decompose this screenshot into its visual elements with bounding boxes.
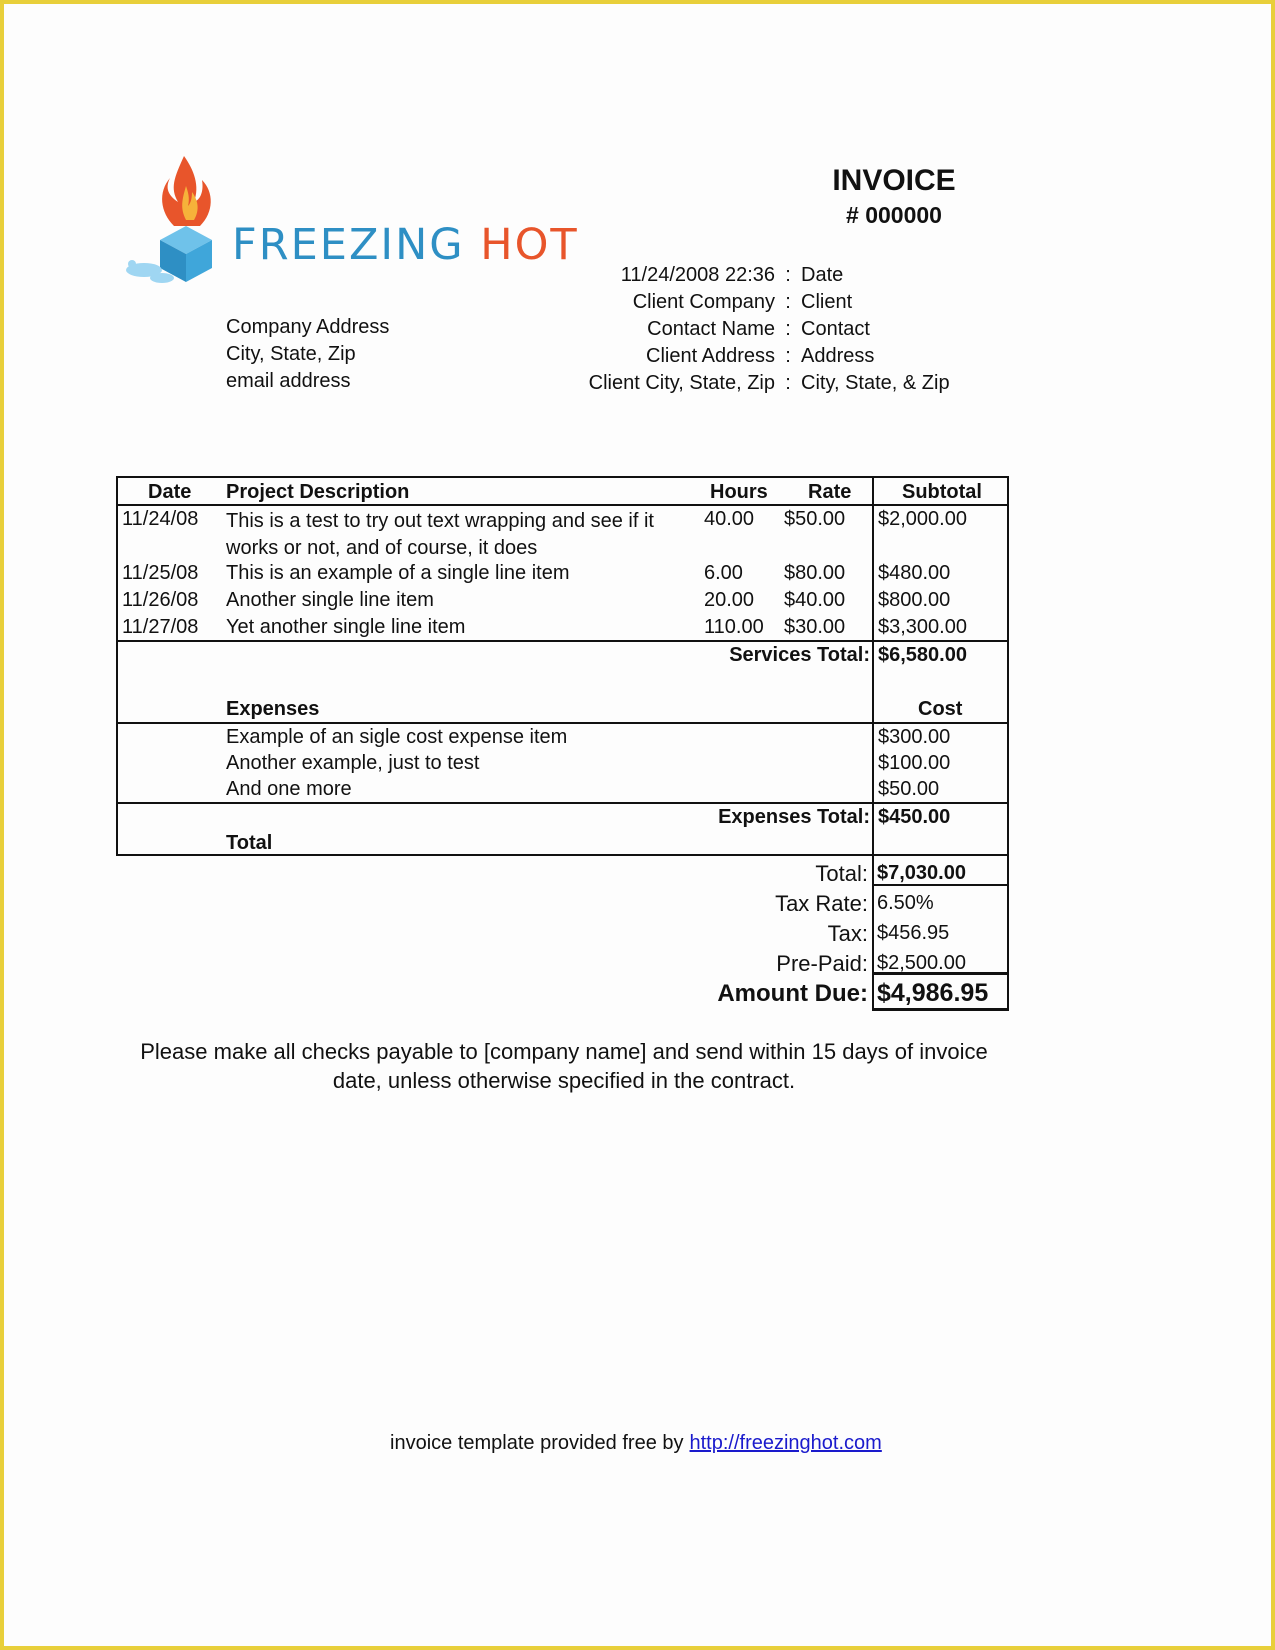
- row-description: Another single line item: [226, 589, 434, 611]
- logo-word-hot: HOT: [480, 220, 579, 270]
- totals-border: [872, 1008, 1009, 1011]
- expenses-total-value: $450.00: [878, 806, 951, 828]
- footer: [390, 1432, 882, 1455]
- row-subtotal: $480.00: [878, 562, 951, 584]
- company-address: Company Address: [226, 316, 390, 338]
- prepaid-label: Pre-Paid:: [776, 951, 868, 976]
- services-total-value: $6,580.00: [878, 644, 967, 666]
- company-address-block: [226, 314, 389, 395]
- company-logo: [122, 156, 592, 306]
- expenses-total-label: Expenses Total:: [718, 806, 870, 828]
- meta-label: Client Address: [646, 345, 775, 367]
- header-date: Date: [148, 481, 192, 503]
- expenses-header: Expenses: [226, 698, 320, 720]
- meta-separator: :: [785, 318, 791, 340]
- row-date: 11/25/08: [122, 562, 199, 584]
- row-hours: 40.00: [704, 508, 755, 530]
- expense-description: Another example, just to test: [226, 752, 480, 774]
- row-description: This is a test to try out text wrapping and see if it works or not, and of course, it does: [226, 510, 654, 559]
- logo-word-freezing: FREEZING: [232, 220, 465, 270]
- total-label: Total:: [815, 861, 868, 886]
- meta-row: [524, 262, 950, 289]
- invoice-number: # 000000: [846, 202, 942, 228]
- meta-value: Contact: [801, 318, 870, 340]
- tax-label: Tax:: [827, 921, 868, 946]
- meta-label: Contact Name: [647, 318, 775, 340]
- amount-due-value: $4,986.95: [877, 979, 989, 1007]
- total-value: $7,030.00: [877, 862, 966, 884]
- meta-label: 11/24/2008 22:36: [620, 264, 775, 286]
- totals-border: [1007, 856, 1009, 1011]
- line-items-table: [116, 476, 1009, 856]
- header-description: Project Description: [226, 481, 410, 503]
- row-description: This is an example of a single line item: [226, 562, 570, 584]
- row-rate: $80.00: [784, 562, 846, 584]
- row-subtotal: $800.00: [878, 589, 951, 611]
- meta-label: Client City, State, Zip: [588, 372, 775, 394]
- row-rate: $50.00: [784, 508, 846, 530]
- meta-row: [524, 316, 950, 343]
- meta-row: [524, 370, 950, 397]
- expense-cost: $300.00: [878, 726, 951, 748]
- row-subtotal: $3,300.00: [878, 616, 967, 638]
- meta-separator: :: [785, 264, 791, 286]
- row-date: 11/26/08: [122, 589, 199, 611]
- meta-separator: :: [785, 291, 791, 313]
- expense-cost: $50.00: [878, 778, 940, 800]
- row-subtotal: $2,000.00: [878, 508, 967, 530]
- row-rate: $30.00: [784, 616, 846, 638]
- footer-text: invoice template provided free by: [390, 1432, 684, 1454]
- client-meta: [524, 262, 950, 397]
- header-subtotal: Subtotal: [902, 481, 982, 503]
- tax-value: $456.95: [877, 922, 950, 944]
- expense-description: And one more: [226, 778, 352, 800]
- row-date: 11/27/08: [122, 616, 199, 638]
- expense-description: Example of an sigle cost expense item: [226, 726, 568, 748]
- services-total-label: Services Total:: [729, 644, 870, 666]
- total-section-label: Total: [226, 832, 273, 854]
- totals-border: [872, 856, 874, 1011]
- footer-link[interactable]: http://freezinghot.com: [689, 1432, 882, 1454]
- meta-row: [524, 289, 950, 316]
- row-hours: 110.00: [704, 616, 764, 638]
- row-divider: [118, 640, 1007, 642]
- company-email: email address: [226, 370, 351, 392]
- expense-cost: $100.00: [878, 752, 951, 774]
- tax-rate-label: Tax Rate:: [775, 891, 868, 916]
- row-description: Yet another single line item: [226, 616, 466, 638]
- meta-row: [524, 343, 950, 370]
- meta-value: Address: [801, 345, 875, 367]
- flame-cube-icon: [122, 156, 242, 306]
- header-hours: Hours: [710, 481, 768, 503]
- row-hours: 20.00: [704, 589, 755, 611]
- tax-rate-value: 6.50%: [877, 892, 934, 914]
- meta-label: Client Company: [632, 291, 775, 313]
- invoice-title: INVOICE: [832, 164, 956, 197]
- row-date: 11/24/08: [122, 508, 199, 530]
- payment-note: Please make all checks payable to [company name] and send within 15 days of invoice date, unless otherwise specified in the contract.: [140, 1039, 988, 1093]
- prepaid-value: $2,500.00: [877, 952, 966, 974]
- row-rate: $40.00: [784, 589, 846, 611]
- meta-separator: :: [785, 345, 791, 367]
- row-hours: 6.00: [704, 562, 743, 584]
- row-divider: [118, 722, 1007, 724]
- meta-value: Date: [801, 264, 844, 286]
- row-divider: [118, 802, 1007, 804]
- row-divider: [118, 504, 1007, 506]
- header-rate: Rate: [808, 481, 852, 503]
- company-city: City, State, Zip: [226, 343, 356, 365]
- cost-header: Cost: [918, 698, 963, 720]
- meta-value: Client: [801, 291, 853, 313]
- meta-separator: :: [785, 372, 791, 394]
- amount-due-label: Amount Due:: [717, 980, 868, 1007]
- meta-value: City, State, & Zip: [801, 372, 950, 394]
- column-divider: [872, 478, 874, 854]
